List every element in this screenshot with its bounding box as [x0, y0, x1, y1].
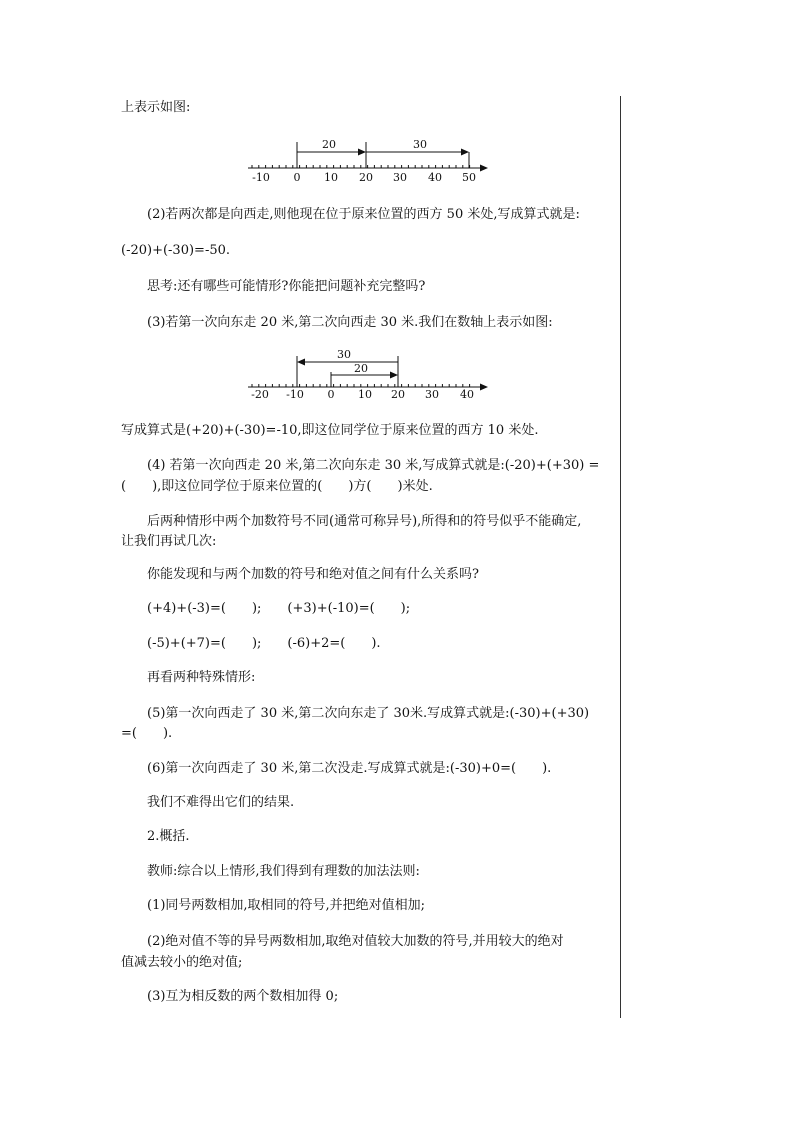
paragraph: (6)第一次向西走了 30 米,第二次没走.写成算式就是:(-30)+0=( ). [147, 761, 552, 776]
paragraph: 让我们再试几次: [121, 534, 217, 549]
tick-label: -10 [252, 171, 270, 184]
tick-label: 50 [462, 171, 476, 184]
tick-label: 40 [428, 171, 442, 184]
exercise-line: (-5)+(+7)=( ); (-6)+2=( ). [147, 636, 381, 651]
tick-label: 40 [460, 388, 474, 401]
paragraph: 思考:还有哪些可能情形?你能把问题补充完整吗? [147, 279, 426, 294]
exercise-line: (+4)+(-3)=( ); (+3)+(-10)=( ); [147, 601, 411, 616]
arrow-label: 30 [337, 348, 351, 361]
tick-label: 0 [293, 171, 301, 184]
tick-label: 30 [393, 171, 407, 184]
tick-label: 20 [391, 388, 405, 401]
arrow-head [297, 359, 305, 366]
tick-label: 30 [425, 388, 439, 401]
paragraph: =( ). [121, 726, 173, 741]
rule-item: (2)绝对值不等的异号两数相加,取绝对值较大加数的符号,并用较大的绝对 [147, 934, 564, 949]
number-line-1 [240, 130, 500, 186]
tick-label: -20 [251, 388, 269, 401]
paragraph: 写成算式是(+20)+(-30)=-10,即这位同学位于原来位置的西方 10 米处. [121, 423, 539, 438]
paragraph: 我们不难得出它们的结果. [147, 795, 295, 810]
arrow-head [390, 372, 398, 379]
rule-item: (3)互为相反数的两个数相加得 0; [147, 989, 339, 1004]
arrow-label: 20 [322, 138, 336, 151]
paragraph: (4) 若第一次向西走 20 米,第二次向东走 30 米,写成算式就是:(-20)+(+30) = [147, 458, 600, 473]
paragraph: 上表示如图: [121, 100, 191, 115]
paragraph: 你能发现和与两个加数的符号和绝对值之间有什么关系吗? [147, 567, 479, 582]
paragraph: (5)第一次向西走了 30 米,第二次向东走了 30米.写成算式就是:(-30)+(+30) [147, 706, 590, 721]
rule-item: (1)同号两数相加,取相同的符号,并把绝对值相加; [147, 898, 426, 913]
section-heading: 2.概括. [147, 829, 190, 844]
rule-item: 值减去较小的绝对值; [121, 955, 243, 970]
tick-label: 0 [327, 388, 335, 401]
paragraph: 再看两种特殊情形: [147, 670, 256, 685]
paragraph: (3)若第一次向东走 20 米,第二次向西走 30 米.我们在数轴上表示如图: [147, 315, 553, 330]
paragraph: ( ),即这位同学位于原来位置的( )方( )米处. [121, 479, 433, 494]
paragraph: 教师:综合以上情形,我们得到有理数的加法法则: [147, 864, 420, 879]
number-line-2 [240, 342, 500, 404]
arrow-label: 30 [413, 138, 427, 151]
tick-label: 10 [324, 171, 338, 184]
paragraph: (2)若两次都是向西走,则他现在位于原来位置的西方 50 米处,写成算式就是: [147, 207, 580, 222]
tick-label: 20 [359, 171, 373, 184]
tick-label: 10 [358, 388, 372, 401]
arrow-label: 20 [354, 362, 368, 375]
arrow-head [358, 149, 366, 156]
right-margin-line [620, 96, 621, 1018]
paragraph: (-20)+(-30)=-50. [121, 243, 231, 258]
tick-label: -10 [286, 388, 304, 401]
paragraph: 后两种情形中两个加数符号不同(通常可称异号),所得和的符号似乎不能确定, [147, 514, 582, 529]
arrow-head [461, 149, 469, 156]
